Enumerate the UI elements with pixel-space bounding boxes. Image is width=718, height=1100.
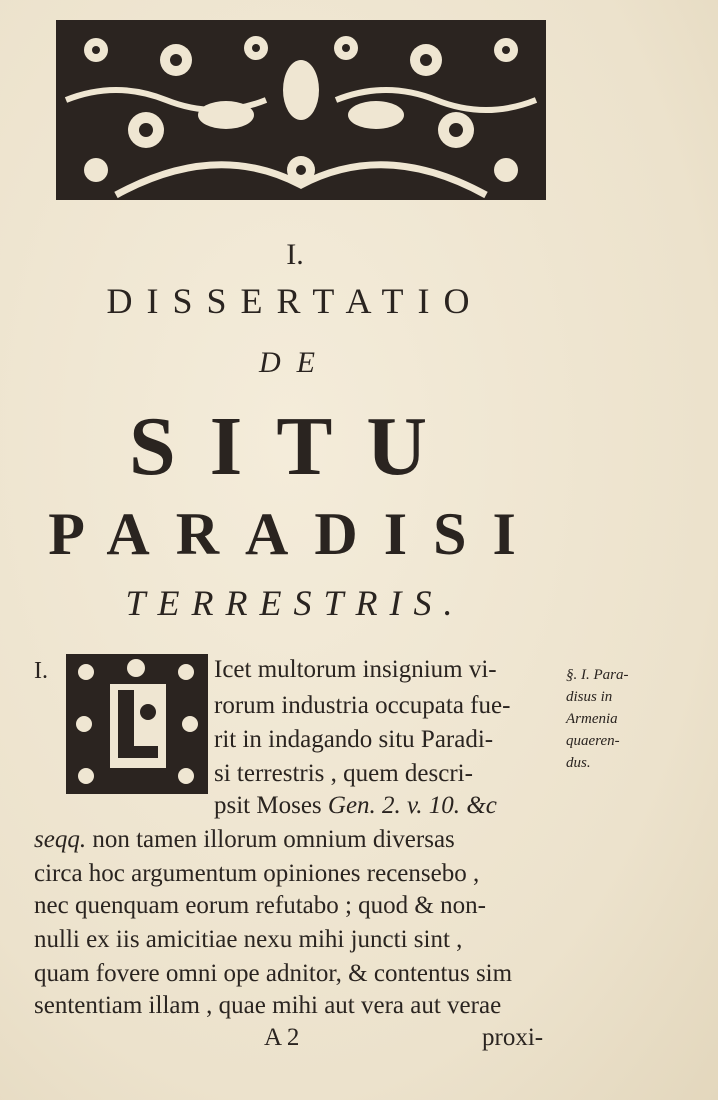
- floral-headpiece-ornament-icon: [56, 20, 546, 200]
- text-line-8: nec quenquam eorum refutabo ; quod & non-: [34, 892, 486, 919]
- title-paradisi: PARADISI: [48, 501, 542, 567]
- section-number: I.: [34, 658, 48, 684]
- text-line-11: sententiam illam , quae mihi aut vera aut verae: [34, 992, 502, 1019]
- scripture-reference: Gen. 2. v. 10.: [327, 792, 461, 819]
- margin-note-line: Armenia: [566, 711, 618, 727]
- decorated-initial-L-icon: [66, 654, 208, 794]
- margin-note-line: §. I. Para-: [566, 667, 629, 683]
- text-line-2: rorum industria occupata fue-: [214, 692, 511, 719]
- title-terrestris: TERRESTRIS.: [125, 583, 465, 623]
- text-line-1: Icet multorum insignium vi-: [214, 656, 497, 683]
- text-line-6: [34, 826, 455, 854]
- text-line-7: circa hoc argumentum opiniones recensebo ,: [34, 860, 480, 887]
- catchword: proxi-: [482, 1024, 544, 1051]
- margin-note-line: disus in: [566, 689, 613, 705]
- signature-mark: A 2: [264, 1024, 300, 1051]
- title-de: DE: [259, 346, 331, 379]
- dissertation-number: I.: [286, 238, 304, 271]
- text-line-10: quam fovere omni ope adnitor, & contentus sim: [34, 960, 513, 987]
- text-line-3: rit in indagando situ Paradi-: [214, 726, 494, 753]
- text-line-5-start: psit Moses: [214, 792, 322, 819]
- text-line-4: si terrestris , quem descri-: [214, 760, 473, 787]
- text-line-9: nulli ex iis amicitiae nexu mihi juncti sint ,: [34, 926, 463, 953]
- et-cetera-mark: &c: [466, 792, 497, 819]
- title-situ: SITU: [128, 400, 462, 493]
- text-line-6-rest: non tamen illorum omnium diversas: [86, 826, 455, 853]
- text-line-5: [214, 792, 497, 820]
- seqq-word: seqq.: [34, 826, 87, 853]
- margin-note: [566, 664, 706, 774]
- title-dissertatio: DISSERTATIO: [106, 281, 484, 321]
- margin-note-line: dus.: [566, 755, 591, 771]
- margin-note-line: quaeren-: [566, 733, 620, 749]
